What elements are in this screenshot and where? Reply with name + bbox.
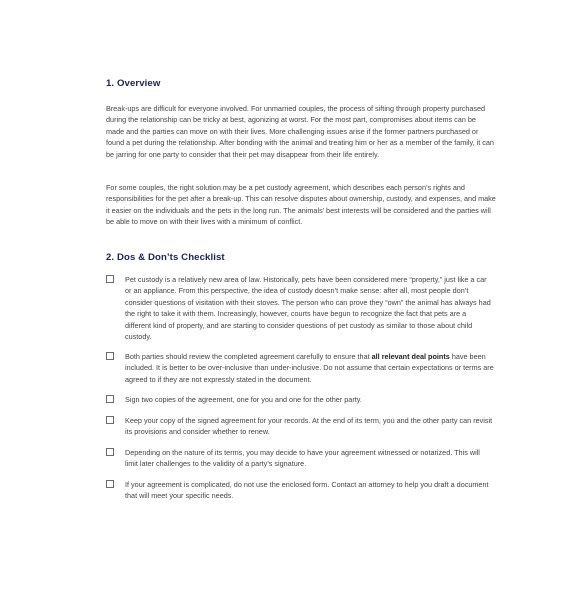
item-text-before: Both parties should review the completed agreement carefully to ensure that <box>125 352 372 361</box>
checklist-checkbox[interactable] <box>106 480 114 488</box>
item-text-bold: all relevant deal points <box>371 352 450 361</box>
checklist-checkbox[interactable] <box>106 416 114 424</box>
overview-paragraph-2: For some couples, the right solution may be a pet custody agreement, which describes each person’s rights and responsibilities for the pet after a break-up. This can resolve disputes about ownership, custody, and expenses, and make it easier on the individuals and the pets in the long run. The animals’ best interests will be considered and the parties will be able to move on with their lives with a minimum of conflict. <box>106 183 496 227</box>
checklist-checkbox[interactable] <box>106 352 114 360</box>
checklist-item-text: Keep your copy of the signed agreement for your records. At the end of its term, you and the other party can revisit its provisions and consider whether to renew. <box>125 416 493 437</box>
checklist-item-text: Depending on the nature of its terms, you may decide to have your agreement witnessed or notarized. This will limit later challenges to the validity of a party’s signature. <box>125 448 480 469</box>
checklist-item-text <box>125 351 494 385</box>
checklist-checkbox[interactable] <box>106 448 114 456</box>
overview-paragraph-1: Break-ups are difficult for everyone involved. For unmarried couples, the process of sifting through property purchased during the relationship can be tricky at best, agonizing at worst. For the most part, compromises about items can be made and the parties can move on with their lives. More challenging issues arise if the former partners purchased or found a pet during the relationship. After bonding with the animal and treating him or her as a member of the family, it can be jarring for one party to consider that their pet may disappear from their life entirely. <box>106 104 494 159</box>
checklist-item-text: If your agreement is complicated, do not use the enclosed form. Contact an attorney to help you draft a document that will meet your specific needs. <box>125 480 489 501</box>
checklist-item-text: Pet custody is a relatively new area of law. Historically, pets have been considered mere “property,” just like a car or an appliance. From this perspective, the idea of custody doesn’t make sense: after all, most people don’t consider questions of visitation with their stoves. The person who can prove they “own” the animal has always had the right to take it with them. Increasingly, however, courts have begun to recognize the fact that pets are a different kind of property, and are starting to consider questions of pet custody as similar to those about child custody. <box>125 275 491 342</box>
checklist-heading: 2. Dos & Don’ts Checklist <box>106 252 225 263</box>
item-text-after: have been included. It is better to be over-inclusive than under-inclusive. Do not assume that certain expectations or terms are agreed to if they are not expressly stated in the document. <box>125 352 494 384</box>
overview-heading: 1. Overview <box>106 78 161 89</box>
checklist-item-text: Sign two copies of the agreement, one for you and one for the other party. <box>125 395 362 404</box>
checklist-checkbox[interactable] <box>106 275 114 283</box>
checklist-checkbox[interactable] <box>106 395 114 403</box>
